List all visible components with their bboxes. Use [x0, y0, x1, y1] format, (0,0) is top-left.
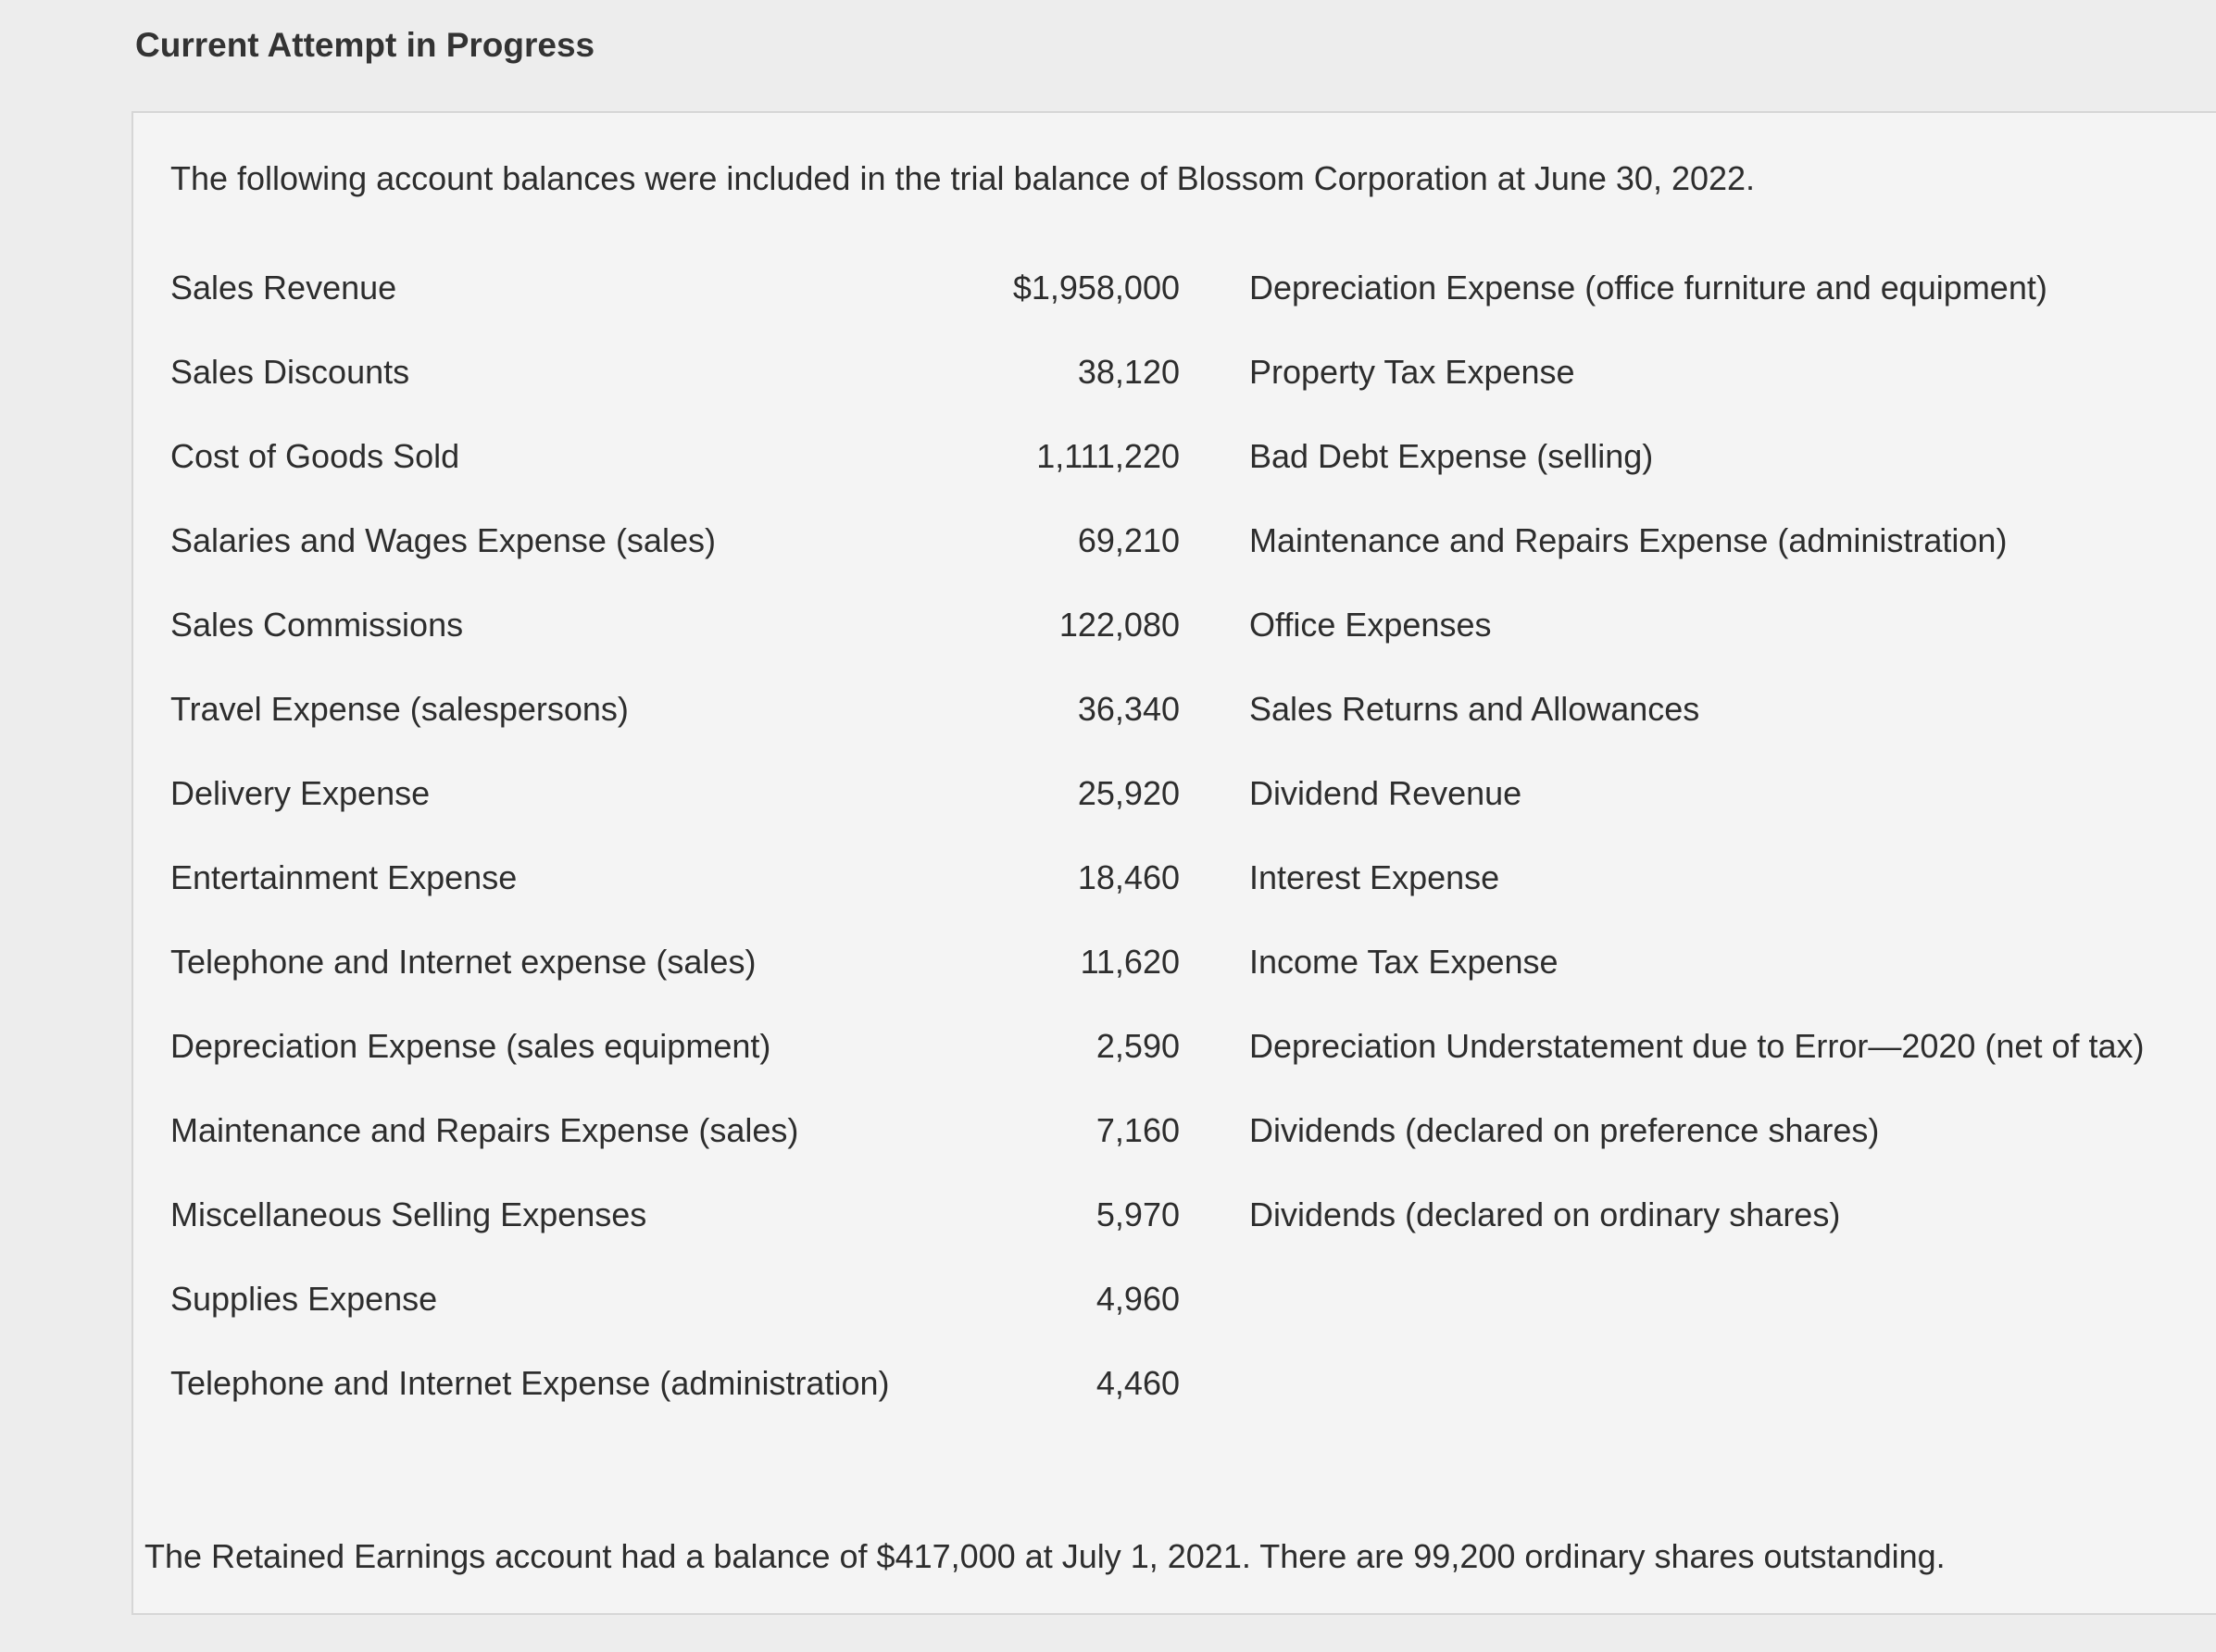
- account-amount: 7,160: [1095, 1111, 1180, 1149]
- account-name-right: Interest Expense: [1249, 858, 1500, 896]
- account-name: Sales Commissions: [170, 606, 464, 644]
- account-name-right: Depreciation Understatement due to Error—2020 (net of tax): [1249, 1027, 2145, 1065]
- account-name-right: Office Expenses: [1249, 606, 1492, 644]
- account-name-right: Dividend Revenue: [1249, 774, 1522, 812]
- table-row: [133, 943, 2216, 998]
- account-name-right: Property Tax Expense: [1249, 353, 1575, 391]
- problem-card: [131, 111, 2216, 1615]
- table-row: [133, 606, 2216, 661]
- account-amount: 1,111,220: [1036, 437, 1180, 475]
- table-row: [133, 1027, 2216, 1083]
- table-row: [133, 858, 2216, 914]
- table-row: [133, 1280, 2216, 1335]
- account-name-right: Bad Debt Expense (selling): [1249, 437, 1654, 475]
- account-amount: 18,460: [1077, 858, 1180, 896]
- account-name-right: Income Tax Expense: [1249, 943, 1559, 981]
- page-title: Current Attempt in Progress: [135, 26, 595, 64]
- account-name: Salaries and Wages Expense (sales): [170, 521, 716, 559]
- account-amount: 5,970: [1095, 1195, 1180, 1233]
- account-amount: 4,460: [1095, 1364, 1180, 1402]
- problem-footer-note: The Retained Earnings account had a balance of $417,000 at July 1, 2021. There are 99,200 ordinary shares outstanding.: [144, 1537, 1946, 1575]
- account-amount: 4,960: [1095, 1280, 1180, 1318]
- account-balances-table: [133, 113, 2216, 1613]
- account-amount: $1,958,000: [1012, 269, 1180, 307]
- account-name-right: Sales Returns and Allowances: [1249, 690, 1700, 728]
- account-name: Maintenance and Repairs Expense (sales): [170, 1111, 799, 1149]
- account-amount: 11,620: [1080, 943, 1180, 981]
- account-name: Telephone and Internet expense (sales): [170, 943, 757, 981]
- table-row: [133, 690, 2216, 745]
- account-name: Miscellaneous Selling Expenses: [170, 1195, 647, 1233]
- account-name: Sales Discounts: [170, 353, 410, 391]
- table-row: [133, 1111, 2216, 1167]
- account-name-right: Dividends (declared on ordinary shares): [1249, 1195, 1841, 1233]
- account-amount: 122,080: [1058, 606, 1180, 644]
- account-name: Delivery Expense: [170, 774, 431, 812]
- account-name-right: Depreciation Expense (office furniture and equipment): [1249, 269, 2047, 307]
- problem-intro: The following account balances were included in the trial balance of Blossom Corporation at June 30, 2022.: [170, 159, 1756, 197]
- table-row: [133, 1364, 2216, 1420]
- table-row: [133, 1195, 2216, 1251]
- account-name: Supplies Expense: [170, 1280, 438, 1318]
- account-amount: 2,590: [1095, 1027, 1180, 1065]
- account-amount: 38,120: [1077, 353, 1180, 391]
- account-name: Sales Revenue: [170, 269, 397, 307]
- account-name: Telephone and Internet Expense (administration): [170, 1364, 890, 1402]
- account-name-right: Maintenance and Repairs Expense (administration): [1249, 521, 2008, 559]
- account-amount: 25,920: [1077, 774, 1180, 812]
- table-row: [133, 437, 2216, 493]
- table-row: [133, 774, 2216, 830]
- table-row: [133, 353, 2216, 408]
- account-name-right: Dividends (declared on preference shares): [1249, 1111, 1880, 1149]
- account-name: Entertainment Expense: [170, 858, 518, 896]
- table-row: [133, 269, 2216, 324]
- account-amount: 69,210: [1077, 521, 1180, 559]
- account-name: Travel Expense (salespersons): [170, 690, 629, 728]
- table-row: [133, 521, 2216, 577]
- account-name: Depreciation Expense (sales equipment): [170, 1027, 771, 1065]
- account-amount: 36,340: [1077, 690, 1180, 728]
- account-name: Cost of Goods Sold: [170, 437, 460, 475]
